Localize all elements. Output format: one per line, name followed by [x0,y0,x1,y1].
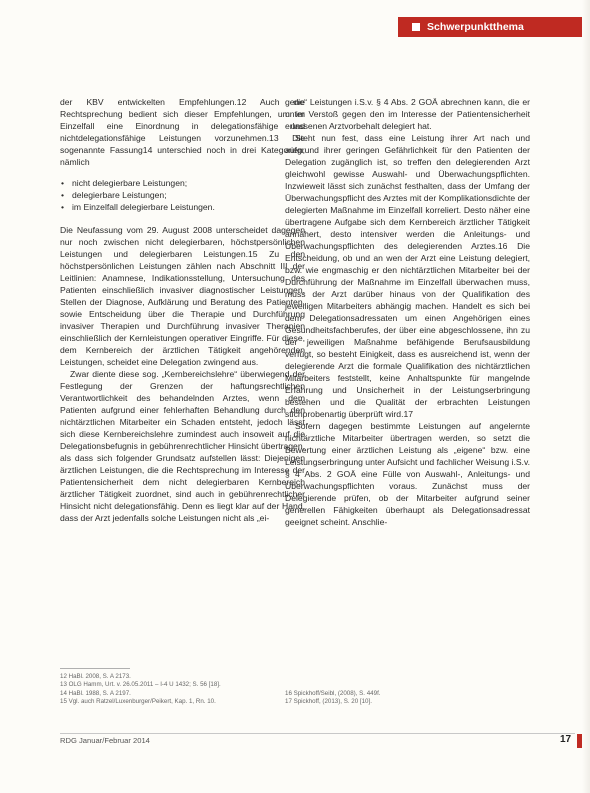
page-edge-shadow [582,0,590,793]
right-paragraph-3: Sofern dagegen bestimmte Leistungen auf angelernte nichtärztliche Mitarbeiter übertragen werden, so setzt die Bewertung einer ärztlichen Leistung als „eigene“ bzw. eine Leistungserbringung unter Aufsicht und fachlicher Weisung i.S.v. § 4 Abs. 2 GOÄ eine Fülle von Auswahl-, Anleitungs- und Überwachungspflichten voraus. Zunächst muss der Delegierende prüfen, ob der Mitarbeiter aufgrund seiner generellen Fähigkeiten überhaupt als Delegationsadressat geeignet scheint. Anschlie- [285,421,530,527]
footnotes-right [285,690,525,707]
category-list [60,177,305,213]
list-item: • nicht delegierbare Leistungen; [61,178,188,188]
footnote: 15 Vgl. auch Ratzel/Luxenburger/Peikert, Kap. 1, Rn. 10. [60,698,216,706]
left-column [60,96,305,524]
left-paragraph-3: Zwar diente diese sog. „Kernbereichslehre“ überwiegend der Festlegung der Grenzen der haftungsrechtlichen Verantwortlichkeit des behandelnden Arztes, wenn dem Patienten aufgrund einer fehlerhaften Behandlung durch den nichtärztlichen Mitarbeiter ein Schaden entsteht, jedoch lässt sich diese Kernbereichslehre zumindest auch insoweit auf die Delegationsbefugnis in gebührenrechtlicher Hinsicht übertragen, als dass sich folgender Grundsatz aufstellen lässt: Diejenigen ärztlichen Leistungen, die die Rechtsprechung im Interesse der Patientensicherheit dem nicht delegierbaren Kernbereich ärztlicher Tätigkeit zuordnet, sind auch in gebührenrechtlicher Hinsicht nicht delegationsfähig. Denn es liegt klar auf der Hand, dass der Arzt jedenfalls solche Leistungen nicht als „ei- [60,369,305,523]
bullet-icon: • [61,190,65,200]
footnote: 13 OLG Hamm, Urt. v. 26.05.2011 – I-4 U 1432; S. 56 [18]. [60,681,221,689]
page-number: 17 [560,734,572,745]
section-label: Schwerpunktthema [427,21,524,33]
journal-issue: RDG Januar/Februar 2014 [60,736,150,745]
right-column [285,96,530,528]
footnote: 16 Spickhoff/Seibl, (2008), S. 449f. [285,690,381,697]
section-header-tab [398,17,590,37]
footnote-divider [60,668,130,669]
bullet-icon: • [61,202,65,212]
footnotes-left [60,673,300,707]
list-item: • delegierbare Leistungen; [61,190,167,200]
square-icon [412,23,420,31]
left-paragraph-2: Die Neufassung vom 29. August 2008 unterscheidet dagegen nur noch zwischen nicht delegierbaren, höchstpersönlichen Leistungen und delegierbaren Leistungen.15 Zu den höchstpersönlichen Leistungen zählen nach Abschnitt III der Leitlinien: Anamnese, Indikationsstellung, Untersuchung des Patienten einschließlich invasiver diagnostischer Leistungen, Stellen der Diagnose, Aufklärung und Beratung des Patienten, sowie Entscheidung über die Therapie und Durchführung invasiver Therapien und Durchführung invasiver Therapien einschließlich der Kernleistungen operativer Eingriffe. Für diese, dem Kernbereich der ärztlichen Tätigkeit angehörenden Leistungen, scheidet eine Delegation zwingend aus. [60,225,305,367]
left-paragraph-1: der KBV entwickelten Empfehlungen.12 Auch die Rechtsprechung bedient sich dieser Empfehlungen, um im Einzelfall eine Einordnung in delegationsfähige und nichtdelegationsfähige Leistungen vorzunehmen.13 Die sogenannte Fassung14 unterschied noch in drei Kategorien, nämlich [60,97,305,167]
footnote: 12 HaBl. 2008, S. A 2173. [60,673,131,680]
footnote: 17 Spickhoff, (2013), S. 20 [10]. [285,698,372,706]
footnote: 14 HaBl. 1988, S. A 2197. [60,689,131,697]
bullet-icon: • [61,178,65,188]
list-item: • im Einzelfall delegierbare Leistungen. [61,202,215,212]
right-paragraph-1: gene“ Leistungen i.S.v. § 4 Abs. 2 GOÄ abrechnen kann, die er unter Verstoß gegen den im Interesse der Patientensicherheit erlassenen Arztvorbehalt delegiert hat. [285,97,530,131]
footer-divider [60,733,575,734]
right-paragraph-2: Steht nun fest, dass eine Leistung ihrer Art nach und aufgrund ihrer geringen Gefährlichkeit für den Patienten der Delegation zugänglich ist, so treffen den delegierenden Arzt gleichwohl gewisse Auswahl- und Überwachungspflichten. Inzwieweit lässt sich zunächst festhalten, dass der Umfang der Überwachungspflicht des Arztes mit der Komplikationsdichte der delegierten Maßnahme im Einzelfall korreliert. Desto näher eine übertragene Aufgabe sich dem Kernbereich ärztlicher Tätigkeit annähert, desto intensiver werden die Anleitungs- und Überwachungspflichten des delegierenden Arztes.16 Die Entscheidung, ob und an wen der Arzt eine Leistung delegiert, bzw. wie engmaschig er den nichtärztlichen Mitarbeiter bei der Durchführung der Maßnahme im Einzelfall überwachen muss, muss der Arzt darüber hinaus von der Qualifikation des jeweiligen Mitarbeiters abhängig machen. Handelt es sich bei dem Delegationsadressaten um einen Angehörigen eines Gesundheitsfachberufes, der über eine abgeschlossene, ihn zu der jeweiligen Maßnahme befähigende Berufsausbildung verfügt, so besteht Einigkeit, dass es ausreichend ist, wenn der delegierende Arzt die formale Qualifikation des nichtärztlichen Mitarbeiters feststellt, keine Anhaltspunkte für mangelnde Erfahrung und Unsicherheit in der Leistungserbringung bestehen und die Qualität der erbrachten Leistungen stichprobenartig überprüft wird.17 [285,133,530,419]
